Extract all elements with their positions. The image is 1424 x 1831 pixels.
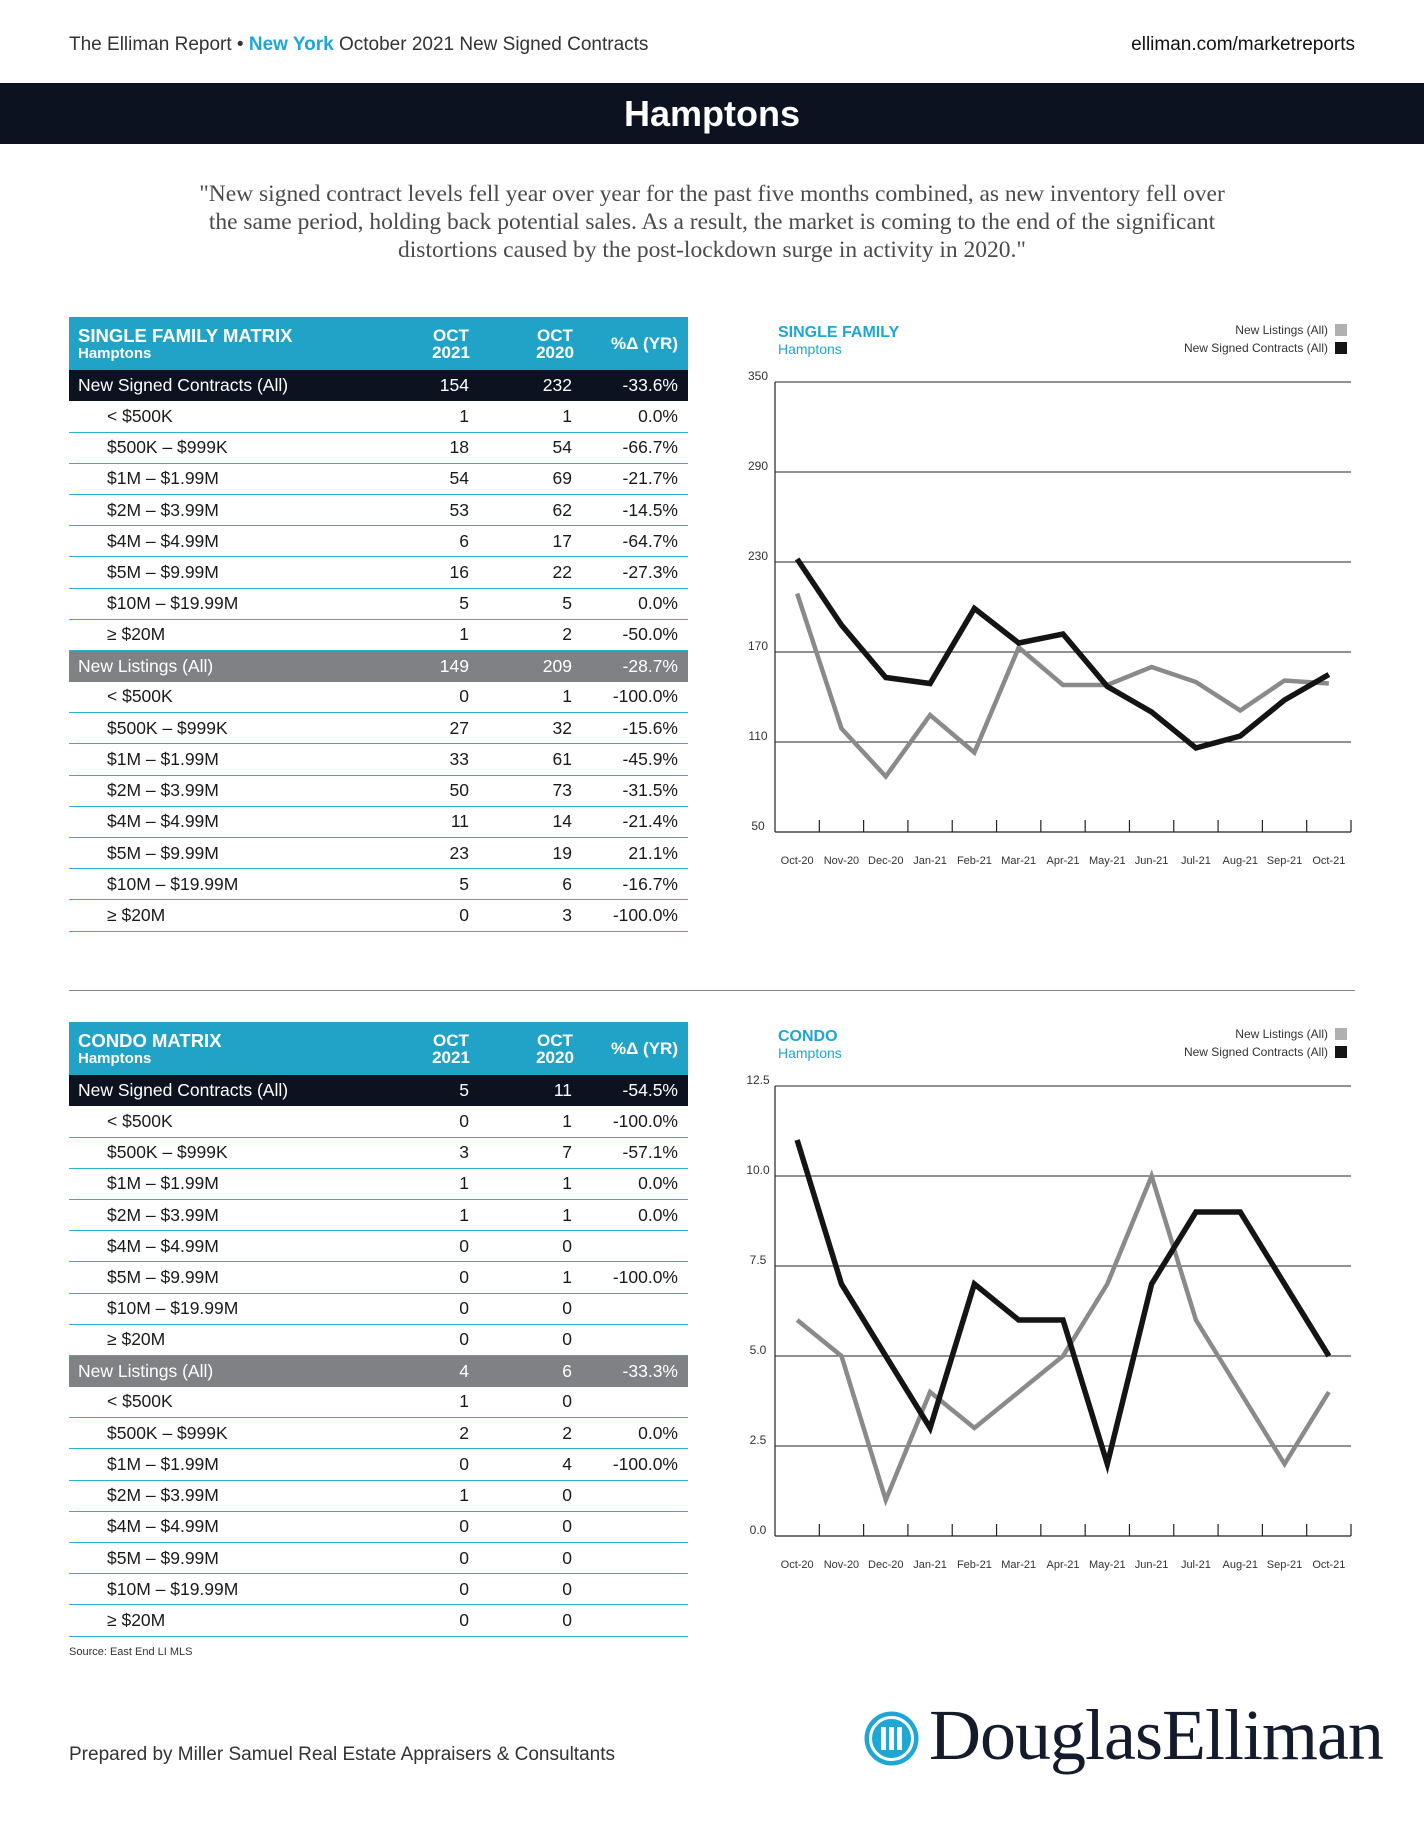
x-tick-label: Aug-21 xyxy=(1222,1559,1258,1571)
value-oct-2020: 0 xyxy=(503,1293,607,1324)
value-oct-2021: 11 xyxy=(399,806,503,837)
market-quote: "New signed contract levels fell year over year for the past five months combined, as new inventory fell over the same period, holding back potential sales. As a result, the market is coming to the end of the significant distortions caused by the post-lockdown surge in activity in 2020." xyxy=(199,181,1225,263)
matrix-subtitle: Hamptons xyxy=(78,1050,152,1067)
value-pct-change xyxy=(607,1542,688,1573)
table-row xyxy=(69,1137,688,1168)
single-family-chart xyxy=(736,316,1360,946)
value-oct-2021: 54 xyxy=(399,463,503,494)
row-label: < $500K xyxy=(69,1106,399,1137)
x-tick-label: Oct-20 xyxy=(780,855,814,867)
y-tick-label: 0.0 xyxy=(749,1523,767,1537)
value-oct-2021: 1 xyxy=(399,619,503,650)
page-title: Hamptons xyxy=(0,83,1424,144)
row-label: ≥ $20M xyxy=(69,619,399,650)
value-oct-2021: 0 xyxy=(399,1324,503,1355)
value-oct-2020: 1 xyxy=(503,682,607,713)
x-tick-label: Oct-20 xyxy=(780,1559,814,1571)
table-row xyxy=(69,1605,688,1636)
value-pct-change: -57.1% xyxy=(607,1137,688,1168)
row-label: $1M – $1.99M xyxy=(69,463,399,494)
x-tick-label: Jun-21 xyxy=(1134,1559,1169,1571)
value-pct-change: -100.0% xyxy=(607,1262,688,1293)
value-oct-2021: 3 xyxy=(399,1137,503,1168)
value-oct-2020: 7 xyxy=(503,1137,607,1168)
y-tick-label: 2.5 xyxy=(749,1433,767,1447)
series-line xyxy=(797,559,1329,748)
row-label: $4M – $4.99M xyxy=(69,526,399,557)
row-label: New Signed Contracts (All) xyxy=(69,1075,399,1106)
table-row xyxy=(69,588,688,619)
value-pct-change xyxy=(607,1231,688,1262)
row-label: $10M – $19.99M xyxy=(69,869,399,900)
row-label: ≥ $20M xyxy=(69,900,399,931)
table-row xyxy=(69,1542,688,1573)
table-row xyxy=(69,1106,688,1137)
value-oct-2021: 53 xyxy=(399,495,503,526)
legend-label: New Signed Contracts (All) xyxy=(1183,341,1328,355)
value-pct-change: -31.5% xyxy=(607,775,688,806)
value-pct-change xyxy=(607,1324,688,1355)
report-url[interactable]: elliman.com/marketreports xyxy=(1131,34,1355,55)
x-tick-label: Jul-21 xyxy=(1180,855,1211,867)
value-oct-2020: 32 xyxy=(503,713,607,744)
x-tick-label: Jan-21 xyxy=(913,1559,947,1571)
row-label: $4M – $4.99M xyxy=(69,806,399,837)
x-tick-label: Apr-21 xyxy=(1046,1559,1080,1571)
value-pct-change: -28.7% xyxy=(607,651,688,682)
value-oct-2020: 209 xyxy=(503,651,607,682)
x-tick-label: Nov-20 xyxy=(823,1559,860,1571)
value-oct-2021: 0 xyxy=(399,1449,503,1480)
value-oct-2020: 73 xyxy=(503,775,607,806)
col-oct-2020-bottom: 2020 xyxy=(536,342,574,362)
series-line xyxy=(797,1140,1329,1464)
table-row xyxy=(69,1293,688,1324)
table-row xyxy=(69,557,688,588)
matrix-title: SINGLE FAMILY MATRIX xyxy=(78,325,293,346)
value-pct-change: -33.6% xyxy=(607,370,688,401)
x-tick-label: May-21 xyxy=(1088,1559,1126,1571)
x-tick-label: Jan-21 xyxy=(913,855,947,867)
value-oct-2021: 154 xyxy=(399,370,503,401)
value-pct-change xyxy=(607,1605,688,1636)
legend-label: New Signed Contracts (All) xyxy=(1183,1045,1328,1059)
y-tick-label: 12.5 xyxy=(746,1073,770,1087)
col-oct-2020-top: OCT xyxy=(537,325,573,345)
row-label: $1M – $1.99M xyxy=(69,1449,399,1480)
report-city: New York xyxy=(248,34,334,55)
table-row xyxy=(69,1480,688,1511)
value-pct-change: -54.5% xyxy=(607,1075,688,1106)
value-pct-change: 0.0% xyxy=(607,588,688,619)
matrix-header xyxy=(69,317,688,370)
col-pct-change: %Δ (YR) xyxy=(611,1038,678,1058)
legend-label: New Listings (All) xyxy=(1235,1027,1328,1041)
section-divider xyxy=(69,990,1355,991)
col-oct-2021 xyxy=(399,1022,503,1075)
x-tick-label: Mar-21 xyxy=(1001,855,1037,867)
table-row xyxy=(69,744,688,775)
value-oct-2020: 1 xyxy=(503,1168,607,1199)
table-row xyxy=(69,526,688,557)
y-tick-label: 10.0 xyxy=(746,1163,770,1177)
row-label: $10M – $19.99M xyxy=(69,1293,399,1324)
table-row xyxy=(69,432,688,463)
col-oct-2021-top: OCT xyxy=(433,325,469,345)
x-tick-label: Apr-21 xyxy=(1046,855,1080,867)
row-label: < $500K xyxy=(69,1387,399,1418)
row-label: $10M – $19.99M xyxy=(69,1574,399,1605)
row-label: $500K – $999K xyxy=(69,713,399,744)
y-tick-label: 50 xyxy=(751,819,765,833)
row-label: $500K – $999K xyxy=(69,1418,399,1449)
table-row xyxy=(69,1231,688,1262)
value-oct-2021: 0 xyxy=(399,1106,503,1137)
row-label: $5M – $9.99M xyxy=(69,1262,399,1293)
report-suffix: October 2021 New Signed Contracts xyxy=(338,34,649,55)
value-pct-change: 0.0% xyxy=(607,401,688,432)
y-tick-label: 290 xyxy=(747,459,769,473)
row-label: $4M – $4.99M xyxy=(69,1511,399,1542)
value-oct-2021: 1 xyxy=(399,1480,503,1511)
value-pct-change xyxy=(607,1574,688,1605)
value-oct-2021: 0 xyxy=(399,1231,503,1262)
row-label: $5M – $9.99M xyxy=(69,1542,399,1573)
value-pct-change: -66.7% xyxy=(607,432,688,463)
value-oct-2020: 61 xyxy=(503,744,607,775)
value-oct-2021: 1 xyxy=(399,1200,503,1231)
value-oct-2021: 0 xyxy=(399,1511,503,1542)
value-oct-2020: 0 xyxy=(503,1231,607,1262)
table-row xyxy=(69,651,688,682)
value-pct-change: -16.7% xyxy=(607,869,688,900)
y-tick-label: 110 xyxy=(748,729,768,743)
condo-chart-svg xyxy=(736,1020,1360,1650)
table-row xyxy=(69,495,688,526)
value-pct-change: -64.7% xyxy=(607,526,688,557)
row-label: $10M – $19.99M xyxy=(69,588,399,619)
x-tick-label: Oct-21 xyxy=(1312,1559,1346,1571)
table-row xyxy=(69,1168,688,1199)
row-label: ≥ $20M xyxy=(69,1324,399,1355)
value-pct-change: -100.0% xyxy=(607,1106,688,1137)
value-oct-2020: 1 xyxy=(503,401,607,432)
value-pct-change: -21.7% xyxy=(607,463,688,494)
table-row xyxy=(69,1324,688,1355)
value-pct-change xyxy=(607,1387,688,1418)
value-pct-change xyxy=(607,1293,688,1324)
table-row xyxy=(69,1418,688,1449)
value-oct-2020: 1 xyxy=(503,1200,607,1231)
row-label: $5M – $9.99M xyxy=(69,557,399,588)
value-oct-2020: 19 xyxy=(503,837,607,868)
value-oct-2020: 232 xyxy=(503,370,607,401)
value-oct-2021: 149 xyxy=(399,651,503,682)
value-oct-2021: 50 xyxy=(399,775,503,806)
legend-label: New Listings (All) xyxy=(1235,323,1328,337)
single-family-matrix xyxy=(69,317,688,932)
value-pct-change: 21.1% xyxy=(607,837,688,868)
table-row xyxy=(69,1075,688,1106)
matrix-title: CONDO MATRIX xyxy=(78,1030,222,1051)
y-tick-label: 5.0 xyxy=(749,1343,767,1357)
col-oct-2020-top: OCT xyxy=(537,1030,573,1050)
chart-title: CONDO xyxy=(778,1028,838,1045)
value-oct-2020: 0 xyxy=(503,1605,607,1636)
value-oct-2020: 1 xyxy=(503,1262,607,1293)
value-oct-2021: 4 xyxy=(399,1356,503,1387)
table-row xyxy=(69,1511,688,1542)
row-label: < $500K xyxy=(69,401,399,432)
value-pct-change: -14.5% xyxy=(607,495,688,526)
x-tick-label: Nov-20 xyxy=(823,855,860,867)
col-oct-2021-bottom: 2021 xyxy=(432,1047,470,1067)
table-row xyxy=(69,463,688,494)
col-oct-2021-bottom: 2021 xyxy=(432,342,470,362)
row-label: New Listings (All) xyxy=(69,1356,399,1387)
series-line xyxy=(797,594,1329,777)
x-tick-label: Dec-20 xyxy=(868,1559,904,1571)
value-pct-change: -27.3% xyxy=(607,557,688,588)
matrix-subtitle: Hamptons xyxy=(78,345,152,362)
table-row xyxy=(69,900,688,931)
y-tick-label: 230 xyxy=(747,549,769,563)
table-row xyxy=(69,1262,688,1293)
row-label: $4M – $4.99M xyxy=(69,1231,399,1262)
value-oct-2020: 69 xyxy=(503,463,607,494)
row-label: $1M – $1.99M xyxy=(69,744,399,775)
row-label: $2M – $3.99M xyxy=(69,495,399,526)
table-row xyxy=(69,806,688,837)
report-prefix: The Elliman Report • xyxy=(69,34,244,55)
value-oct-2021: 0 xyxy=(399,900,503,931)
x-tick-label: Sep-21 xyxy=(1266,855,1303,867)
matrix-header xyxy=(69,1022,688,1075)
col-oct-2021 xyxy=(399,317,503,370)
value-oct-2020: 62 xyxy=(503,495,607,526)
row-label: New Signed Contracts (All) xyxy=(69,370,399,401)
row-label: New Listings (All) xyxy=(69,651,399,682)
row-label: < $500K xyxy=(69,682,399,713)
value-oct-2021: 33 xyxy=(399,744,503,775)
value-oct-2020: 6 xyxy=(503,869,607,900)
value-pct-change xyxy=(607,1480,688,1511)
col-oct-2020 xyxy=(503,1022,607,1075)
matrix-title-cell xyxy=(69,1022,399,1075)
single-family-chart-svg xyxy=(736,316,1360,946)
value-oct-2020: 0 xyxy=(503,1511,607,1542)
condo-chart xyxy=(736,1020,1360,1650)
table-row xyxy=(69,1200,688,1231)
row-label: $500K – $999K xyxy=(69,1137,399,1168)
row-label: $500K – $999K xyxy=(69,432,399,463)
row-label: $2M – $3.99M xyxy=(69,1480,399,1511)
value-oct-2021: 0 xyxy=(399,1542,503,1573)
table-row xyxy=(69,869,688,900)
table-row xyxy=(69,775,688,806)
chart-title: SINGLE FAMILY xyxy=(778,324,900,341)
x-tick-label: Dec-20 xyxy=(868,855,904,867)
legend-swatch xyxy=(1335,1028,1347,1040)
row-label: $5M – $9.99M xyxy=(69,837,399,868)
source-note: Source: East End LI MLS xyxy=(69,1646,193,1658)
legend-swatch xyxy=(1335,342,1347,354)
value-oct-2020: 0 xyxy=(503,1324,607,1355)
value-pct-change: 0.0% xyxy=(607,1200,688,1231)
value-pct-change xyxy=(607,1511,688,1542)
table-row xyxy=(69,370,688,401)
value-pct-change: -50.0% xyxy=(607,619,688,650)
value-oct-2021: 23 xyxy=(399,837,503,868)
value-pct-change: -45.9% xyxy=(607,744,688,775)
value-oct-2021: 5 xyxy=(399,869,503,900)
value-oct-2021: 6 xyxy=(399,526,503,557)
table-row xyxy=(69,682,688,713)
table-row xyxy=(69,713,688,744)
douglas-elliman-logo[interactable] xyxy=(863,1695,1383,1782)
prepared-by: Prepared by Miller Samuel Real Estate Appraisers & Consultants xyxy=(69,1744,615,1765)
report-title-line xyxy=(69,34,648,56)
value-oct-2020: 5 xyxy=(503,588,607,619)
value-oct-2020: 0 xyxy=(503,1542,607,1573)
value-oct-2020: 6 xyxy=(503,1356,607,1387)
value-oct-2021: 0 xyxy=(399,1605,503,1636)
row-label: $1M – $1.99M xyxy=(69,1168,399,1199)
table-row xyxy=(69,837,688,868)
value-oct-2020: 11 xyxy=(503,1075,607,1106)
logo-wordmark: DouglasElliman xyxy=(929,1695,1383,1775)
value-oct-2020: 2 xyxy=(503,1418,607,1449)
value-oct-2021: 1 xyxy=(399,401,503,432)
value-pct-change: -100.0% xyxy=(607,682,688,713)
value-oct-2020: 54 xyxy=(503,432,607,463)
col-oct-2021-top: OCT xyxy=(433,1030,469,1050)
value-oct-2020: 2 xyxy=(503,619,607,650)
value-oct-2020: 0 xyxy=(503,1574,607,1605)
legend-swatch xyxy=(1335,324,1347,336)
x-tick-label: Feb-21 xyxy=(956,855,992,867)
table-row xyxy=(69,1574,688,1605)
value-oct-2020: 1 xyxy=(503,1106,607,1137)
x-tick-label: May-21 xyxy=(1088,855,1126,867)
value-pct-change: 0.0% xyxy=(607,1168,688,1199)
row-label: ≥ $20M xyxy=(69,1605,399,1636)
x-tick-label: Oct-21 xyxy=(1312,855,1346,867)
value-oct-2020: 4 xyxy=(503,1449,607,1480)
value-oct-2021: 0 xyxy=(399,682,503,713)
table-row xyxy=(69,1449,688,1480)
value-oct-2020: 3 xyxy=(503,900,607,931)
col-oct-2020-bottom: 2020 xyxy=(536,1047,574,1067)
value-pct-change: -21.4% xyxy=(607,806,688,837)
x-tick-label: Jul-21 xyxy=(1180,1559,1211,1571)
x-tick-label: Sep-21 xyxy=(1266,1559,1303,1571)
report-header xyxy=(69,34,1355,62)
col-oct-2020 xyxy=(503,317,607,370)
chart-subtitle: Hamptons xyxy=(778,341,842,357)
value-oct-2021: 1 xyxy=(399,1387,503,1418)
y-tick-label: 350 xyxy=(747,369,769,383)
value-oct-2021: 5 xyxy=(399,588,503,619)
value-oct-2020: 0 xyxy=(503,1387,607,1418)
y-tick-label: 170 xyxy=(747,639,769,653)
chart-subtitle: Hamptons xyxy=(778,1045,842,1061)
value-pct-change: -100.0% xyxy=(607,1449,688,1480)
value-oct-2020: 22 xyxy=(503,557,607,588)
y-tick-label: 7.5 xyxy=(749,1253,767,1267)
x-tick-label: Mar-21 xyxy=(1001,1559,1037,1571)
value-pct-change: -100.0% xyxy=(607,900,688,931)
logo-mark-icon xyxy=(863,1710,920,1767)
value-pct-change: -33.3% xyxy=(607,1356,688,1387)
value-oct-2021: 1 xyxy=(399,1168,503,1199)
value-pct-change: 0.0% xyxy=(607,1418,688,1449)
x-tick-label: Aug-21 xyxy=(1222,855,1258,867)
table-row xyxy=(69,1387,688,1418)
value-pct-change: -15.6% xyxy=(607,713,688,744)
condo-matrix xyxy=(69,1022,688,1637)
value-oct-2021: 0 xyxy=(399,1574,503,1605)
x-tick-label: Feb-21 xyxy=(956,1559,992,1571)
value-oct-2021: 0 xyxy=(399,1262,503,1293)
row-label: $2M – $3.99M xyxy=(69,1200,399,1231)
value-oct-2021: 2 xyxy=(399,1418,503,1449)
col-pct-change: %Δ (YR) xyxy=(611,333,678,353)
matrix-title-cell xyxy=(69,317,399,370)
x-tick-label: Jun-21 xyxy=(1134,855,1169,867)
legend-swatch xyxy=(1335,1046,1347,1058)
value-oct-2021: 0 xyxy=(399,1293,503,1324)
table-row xyxy=(69,401,688,432)
value-oct-2021: 27 xyxy=(399,713,503,744)
value-oct-2021: 16 xyxy=(399,557,503,588)
value-oct-2020: 0 xyxy=(503,1480,607,1511)
table-row xyxy=(69,1356,688,1387)
value-oct-2021: 5 xyxy=(399,1075,503,1106)
row-label: $2M – $3.99M xyxy=(69,775,399,806)
value-oct-2021: 18 xyxy=(399,432,503,463)
value-oct-2020: 14 xyxy=(503,806,607,837)
value-oct-2020: 17 xyxy=(503,526,607,557)
table-row xyxy=(69,619,688,650)
